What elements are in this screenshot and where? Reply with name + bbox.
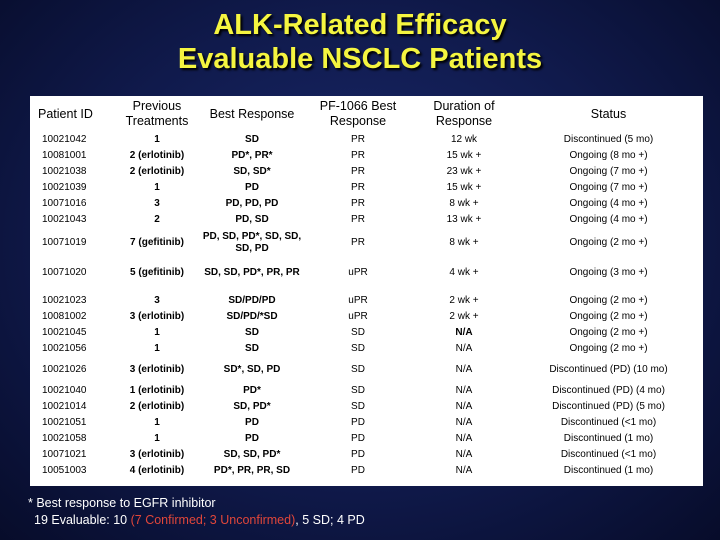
cell-previous-treatments: 1 [154, 182, 160, 193]
cell-best-response: SD [245, 134, 259, 145]
cell-patient-id: 10021056 [42, 343, 87, 354]
table-header-row [30, 96, 703, 132]
cell-patient-id: 10071019 [42, 237, 87, 248]
cell-patient-id: 10081002 [42, 311, 87, 322]
cell-pf1066-response: PR [351, 214, 365, 225]
cell-pf1066-response: uPR [348, 295, 368, 306]
evaluable-prefix: 19 Evaluable: 10 [34, 513, 131, 527]
cell-best-response: PD [245, 182, 259, 193]
table-row [30, 447, 703, 463]
cell-patient-id: 10071020 [42, 267, 87, 278]
cell-best-response: PD, SD [235, 214, 269, 225]
cell-patient-id: 10021040 [42, 385, 87, 396]
cell-pf1066-response: SD [351, 385, 365, 396]
cell-best-response: PD* [243, 385, 261, 396]
cell-duration: N/A [455, 327, 473, 338]
cell-previous-treatments: 1 [154, 327, 160, 338]
cell-patient-id: 10081001 [42, 150, 87, 161]
cell-patient-id: 10021014 [42, 401, 87, 412]
cell-best-response: SD, PD* [233, 401, 271, 412]
table-row [30, 196, 703, 212]
table-row [30, 357, 703, 378]
cell-best-response: PD [245, 433, 259, 444]
table-row [30, 288, 703, 309]
cell-pf1066-response: PD [351, 417, 365, 428]
cell-best-response: SD [245, 343, 259, 354]
cell-duration: N/A [455, 417, 473, 428]
cell-best-response: SD, SD, PD* [223, 449, 281, 460]
cell-patient-id: 10021042 [42, 134, 87, 145]
table-row [30, 463, 703, 479]
header-status: Status [590, 106, 627, 121]
cell-patient-id: 10021039 [42, 182, 87, 193]
title-line-2: Evaluable NSCLC Patients [177, 43, 543, 75]
slide-title [0, 8, 720, 76]
footnote [28, 495, 708, 529]
cell-duration: 2 wk + [449, 311, 479, 322]
cell-best-response: SD, SD* [233, 166, 271, 177]
table-row [30, 378, 703, 399]
cell-patient-id: 10051003 [42, 465, 87, 476]
cell-best-response: PD*, PR, PR, SD [213, 465, 291, 476]
cell-patient-id: 10021051 [42, 417, 87, 428]
cell-pf1066-response: PR [351, 182, 365, 193]
header-previous-treatments: Previous Treatments [125, 99, 189, 128]
cell-duration: 12 wk [450, 134, 478, 145]
cell-duration: N/A [455, 449, 473, 460]
cell-pf1066-response: PR [351, 237, 365, 248]
cell-status: Ongoing (3 mo +) [569, 267, 648, 278]
cell-patient-id: 10021023 [42, 295, 87, 306]
cell-previous-treatments: 1 [154, 417, 160, 428]
cell-duration: 2 wk + [449, 295, 479, 306]
table-row [30, 309, 703, 325]
cell-status: Discontinued (1 mo) [563, 433, 654, 444]
table-row [30, 325, 703, 341]
header-best-response: Best Response [209, 106, 295, 121]
cell-previous-treatments: 3 (erlotinib) [129, 364, 185, 375]
table-row [30, 180, 703, 196]
table-row [30, 228, 703, 258]
efficacy-table [30, 96, 703, 479]
cell-previous-treatments: 3 [154, 295, 160, 306]
cell-previous-treatments: 3 [154, 198, 160, 209]
cell-duration: N/A [455, 364, 473, 375]
cell-best-response: SD/PD/*SD [226, 311, 278, 322]
cell-status: Ongoing (4 mo +) [569, 214, 648, 225]
header-duration-of-response: Duration of Response [433, 99, 495, 128]
cell-duration: N/A [455, 385, 473, 396]
footnote-star: * Best response to EGFR inhibitor [28, 496, 216, 510]
header-pf1066-best-response: PF-1066 Best Response [319, 99, 397, 128]
cell-best-response: PD*, PR* [231, 150, 273, 161]
table-row [30, 258, 703, 288]
cell-pf1066-response: PR [351, 166, 365, 177]
cell-status: Ongoing (4 mo +) [569, 198, 648, 209]
cell-status: Discontinued (PD) (10 mo) [549, 364, 668, 375]
cell-status: Discontinued (1 mo) [563, 465, 654, 476]
cell-duration: N/A [455, 433, 473, 444]
cell-pf1066-response: uPR [348, 267, 368, 278]
cell-pf1066-response: PR [351, 134, 365, 145]
cell-duration: N/A [455, 401, 473, 412]
cell-status: Ongoing (2 mo +) [569, 237, 648, 248]
cell-previous-treatments: 1 [154, 343, 160, 354]
table-row [30, 148, 703, 164]
cell-previous-treatments: 5 (gefitinib) [130, 267, 184, 278]
cell-duration: 4 wk + [449, 267, 479, 278]
table-row [30, 132, 703, 148]
cell-best-response: PD [245, 417, 259, 428]
cell-status: Ongoing (8 mo +) [569, 150, 648, 161]
cell-best-response: SD/PD/PD [228, 295, 276, 306]
cell-pf1066-response: PR [351, 198, 365, 209]
table-row [30, 431, 703, 447]
cell-pf1066-response: SD [351, 401, 365, 412]
cell-patient-id: 10021045 [42, 327, 87, 338]
cell-best-response: PD, SD, PD*, SD, SD, SD, PD [202, 231, 302, 254]
cell-status: Discontinued (<1 mo) [560, 449, 657, 460]
cell-status: Discontinued (<1 mo) [560, 417, 657, 428]
cell-pf1066-response: PD [351, 465, 365, 476]
cell-best-response: SD*, SD, PD [223, 364, 281, 375]
table-row [30, 212, 703, 228]
cell-patient-id: 10021026 [42, 364, 87, 375]
cell-patient-id: 10021043 [42, 214, 87, 225]
cell-previous-treatments: 1 (erlotinib) [129, 385, 185, 396]
table-row [30, 164, 703, 180]
cell-best-response: SD [245, 327, 259, 338]
cell-previous-treatments: 1 [154, 134, 160, 145]
cell-status: Discontinued (PD) (5 mo) [552, 401, 665, 412]
table-row [30, 415, 703, 431]
cell-previous-treatments: 2 [154, 214, 160, 225]
cell-pf1066-response: uPR [348, 311, 368, 322]
header-patient-id: Patient ID [38, 106, 93, 121]
cell-status: Ongoing (7 mo +) [569, 166, 648, 177]
cell-status: Discontinued (PD) (4 mo) [552, 385, 665, 396]
cell-status: Ongoing (2 mo +) [569, 343, 648, 354]
cell-duration: N/A [455, 465, 473, 476]
cell-previous-treatments: 3 (erlotinib) [129, 311, 185, 322]
results-table-panel [30, 96, 703, 486]
cell-duration: 13 wk + [446, 214, 482, 225]
cell-duration: 15 wk + [446, 182, 482, 193]
cell-pf1066-response: SD [351, 364, 365, 375]
cell-previous-treatments: 2 (erlotinib) [129, 166, 185, 177]
cell-previous-treatments: 2 (erlotinib) [129, 401, 185, 412]
cell-best-response: PD, PD, PD [225, 198, 279, 209]
cell-pf1066-response: SD [351, 327, 365, 338]
cell-status: Discontinued (5 mo) [563, 134, 654, 145]
cell-pf1066-response: PD [351, 449, 365, 460]
footnote-evaluable [28, 512, 708, 529]
title-line-1: ALK-Related Efficacy [213, 9, 507, 41]
cell-pf1066-response: SD [351, 343, 365, 354]
table-row [30, 341, 703, 357]
evaluable-suffix: , 5 SD; 4 PD [295, 513, 365, 527]
cell-best-response: SD, SD, PD*, PR, PR [204, 267, 300, 278]
cell-patient-id: 10021038 [42, 166, 87, 177]
cell-duration: 15 wk + [446, 150, 482, 161]
cell-duration: 23 wk + [446, 166, 482, 177]
cell-pf1066-response: PR [351, 150, 365, 161]
cell-previous-treatments: 4 (erlotinib) [129, 465, 185, 476]
cell-previous-treatments: 3 (erlotinib) [129, 449, 185, 460]
cell-duration: 8 wk + [449, 198, 479, 209]
cell-status: Ongoing (2 mo +) [569, 311, 648, 322]
cell-patient-id: 10071021 [42, 449, 87, 460]
evaluable-confirmed: (7 Confirmed; 3 Unconfirmed) [130, 513, 296, 527]
cell-pf1066-response: PD [351, 433, 365, 444]
cell-status: Ongoing (7 mo +) [569, 182, 648, 193]
table-row [30, 399, 703, 415]
cell-patient-id: 10071016 [42, 198, 87, 209]
cell-duration: 8 wk + [449, 237, 479, 248]
cell-previous-treatments: 2 (erlotinib) [129, 150, 185, 161]
cell-status: Ongoing (2 mo +) [569, 327, 648, 338]
cell-patient-id: 10021058 [42, 433, 87, 444]
cell-status: Ongoing (2 mo +) [569, 295, 648, 306]
cell-duration: N/A [455, 343, 473, 354]
cell-previous-treatments: 1 [154, 433, 160, 444]
cell-previous-treatments: 7 (gefitinib) [130, 237, 184, 248]
